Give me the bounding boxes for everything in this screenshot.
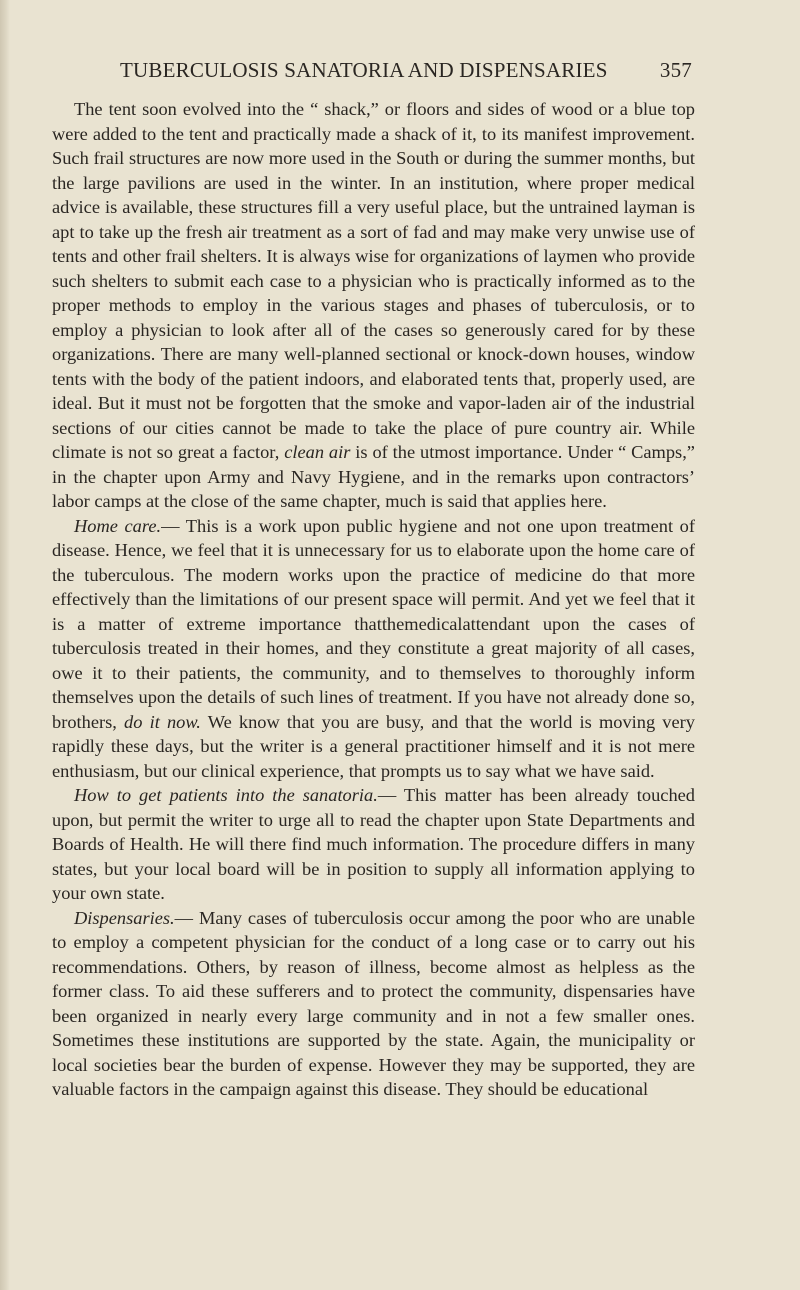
paragraph-dispensaries: [52, 906, 695, 1102]
paragraph-emphasis: clean air: [284, 442, 351, 462]
page-edge-shadow: [0, 0, 10, 1290]
page-number: 357: [659, 58, 692, 82]
paragraph-tents: [52, 97, 695, 514]
running-head-title: TUBERCULOSIS SANATORIA AND DISPENSARIES: [120, 58, 608, 82]
paragraph-text-after: is of the utmost importance. Under “ Camps,” in the chapter upon Army and Navy Hygiene, and in the remarks upon contractors’ labor camps at the close of the same chapter, much is said that applies here.: [52, 442, 695, 511]
paragraph-lead: Home care.: [74, 515, 162, 536]
paragraph-text: — This matter has been already touched upon, but permit the writer to urge all to read the chapter upon State Departments and Boards of Health. He will there find much information. The procedure differs in many states, but your local board will be in position to supply all information applying to your own state.: [52, 785, 695, 903]
paragraph-home-care: [52, 514, 695, 784]
paragraph-text: The tent soon evolved into the “ shack,” or floors and sides of wood or a blue top were added to the tent and practically made a shack of it, to its manifest improvement. Such frail structures are now more used in the South or during the summer months, but the large pavilions are used in the winter. In an institution, where proper medical advice is available, these structures fill a very useful place, but the untrained layman is apt to take up the fresh air treatment as a sort of fad and may make very unwise use of tents and other frail shelters. It is always wise for organizations of laymen who provide such shelters to submit each case to a physician who is practically informed as to the proper methods to employ in the various stages and phases of tuberculosis, or to employ a physician to look after all of the cases so generously cared for by these organizations. There are many well-planned sectional or knock-down houses, window tents with the body of the patient indoors, and elaborated tents that, properly used, are ideal. But it must not be forgotten that the smoke and vapor-laden air of the industrial sections of our cities cannot be made to take the place of pure country air. While climate is not so great a factor,: [52, 99, 695, 462]
body-text: [52, 97, 695, 1102]
paragraph-sanatoria: [52, 783, 695, 906]
paragraph-text: — Many cases of tuberculosis occur among the poor who are unable to employ a competent physician for the conduct of a long case or to carry out his recommendations. Others, by reason of illness, become almost as helpless as the former class. To aid these sufferers and to protect the community, dispensaries have been organized in nearly every large community and in not a few smaller ones. Sometimes these institutions are supported by the state. Again, the municipality or local societies bear the burden of expense. However they may be supported, they are valuable factors in the campaign against this disease. They should be educational: [52, 907, 695, 1099]
paragraph-emphasis: do it now.: [124, 711, 201, 732]
paragraph-lead: How to get patients into the sanatoria.: [74, 785, 378, 805]
running-head: [120, 58, 692, 90]
paragraph-lead: Dispensaries.: [74, 907, 175, 928]
paragraph-text-after: We know that you are busy, and that the world is moving very rapidly these days, but the writer is a general practitioner himself and it is not mere enthusiasm, but our clinical experience, that prompts us to say what we have said.: [52, 711, 695, 781]
paragraph-text: — This is a work upon public hygiene and not one upon treatment of disease. Hence, we feel that it is unnecessary for us to elaborate upon the home care of the tuberculous. The modern works upon the practice of medicine do that more effectively than the limitations of our present space will permit. And yet we feel that it is a matter of extreme importance thatthemedicalattendant upon the cases of tuberculosis treated in their homes, and they constitute a great majority of all cases, owe it to their patients, the community, and to themselves to thoroughly inform themselves upon the details of such lines of treatment. If you have not already done so, brothers,: [52, 515, 695, 732]
